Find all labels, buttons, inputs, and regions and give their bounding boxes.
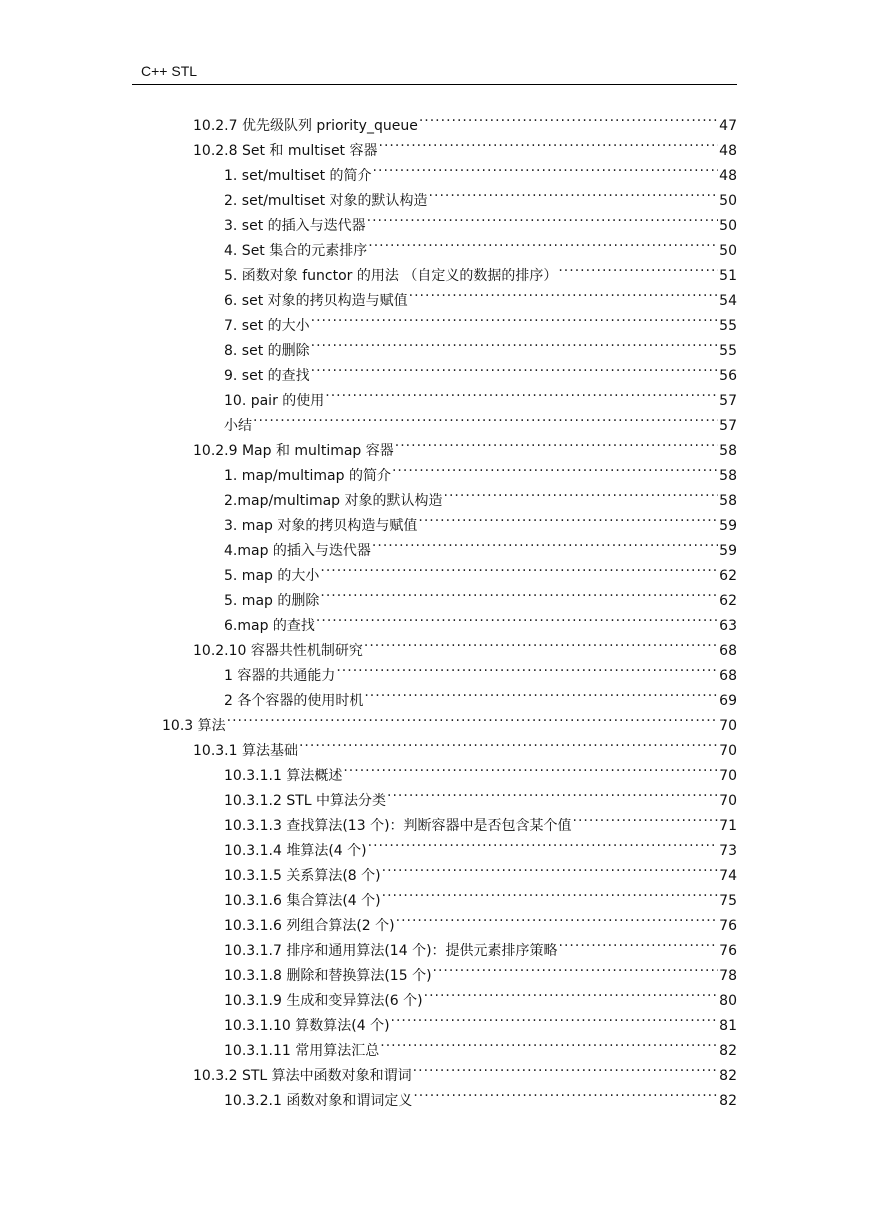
toc-entry-page-number: 62 bbox=[719, 568, 737, 584]
toc-entry-page-number: 70 bbox=[719, 793, 737, 809]
toc-entry-label: 10.2.10 容器共性机制研究 bbox=[193, 643, 363, 659]
toc-entry-label: 1. set/multiset 的简介 bbox=[224, 168, 372, 184]
toc-entry-label: 10.3.1.8 删除和替换算法(15 个) bbox=[224, 968, 432, 984]
toc-dot-leader bbox=[320, 580, 718, 605]
toc-dot-leader bbox=[382, 880, 719, 905]
header-rule bbox=[132, 84, 737, 85]
toc-entry[interactable] bbox=[224, 655, 737, 684]
toc-entry-page-number: 70 bbox=[719, 768, 737, 784]
toc-entry[interactable] bbox=[224, 580, 737, 609]
toc-entry-label: 10.3.1.7 排序和通用算法(14 个)：提供元素排序策略 bbox=[224, 943, 558, 959]
toc-dot-leader bbox=[368, 230, 718, 255]
toc-entry-page-number: 71 bbox=[719, 818, 737, 834]
toc-entry[interactable] bbox=[224, 980, 737, 1009]
toc-entry[interactable] bbox=[193, 730, 737, 759]
toc-dot-leader bbox=[396, 905, 719, 930]
toc-entry-label: 10.2.9 Map 和 multimap 容器 bbox=[193, 443, 394, 459]
toc-entry[interactable] bbox=[224, 805, 737, 834]
toc-entry-label: 10.3.1.6 集合算法(4 个) bbox=[224, 893, 381, 909]
toc-dot-leader bbox=[419, 105, 718, 130]
toc-entry-label: 9. set 的查找 bbox=[224, 368, 310, 384]
toc-entry-label: 10.3.1.1 算法概述 bbox=[224, 768, 343, 784]
toc-entry[interactable] bbox=[224, 330, 737, 359]
toc-dot-leader bbox=[368, 830, 719, 855]
toc-entry-page-number: 70 bbox=[719, 743, 737, 759]
toc-entry[interactable] bbox=[224, 905, 737, 934]
toc-entry-page-number: 57 bbox=[719, 393, 737, 409]
toc-entry[interactable] bbox=[193, 430, 737, 459]
toc-entry-page-number: 59 bbox=[719, 543, 737, 559]
toc-entry[interactable] bbox=[193, 105, 737, 134]
toc-entry-page-number: 76 bbox=[719, 918, 737, 934]
toc-entry-label: 3. set 的插入与迭代器 bbox=[224, 218, 366, 234]
toc-entry-page-number: 47 bbox=[719, 118, 737, 134]
toc-dot-leader bbox=[418, 505, 718, 530]
toc-entry[interactable] bbox=[224, 1030, 737, 1059]
toc-entry[interactable] bbox=[224, 830, 737, 859]
toc-entry-label: 2.map/multimap 对象的默认构造 bbox=[224, 493, 443, 509]
toc-entry-label: 10.3.1 算法基础 bbox=[193, 743, 298, 759]
toc-entry-label: 10.3.1.4 堆算法(4 个) bbox=[224, 843, 367, 859]
toc-entry-label: 4.map 的插入与迭代器 bbox=[224, 543, 371, 559]
toc-entry-label: 7. set 的大小 bbox=[224, 318, 310, 334]
toc-dot-leader bbox=[558, 255, 718, 280]
toc-entry-label: 10.3.1.6 列组合算法(2 个) bbox=[224, 918, 395, 934]
toc-entry[interactable] bbox=[224, 755, 737, 784]
toc-entry-label: 1. map/multimap 的简介 bbox=[224, 468, 391, 484]
toc-entry[interactable] bbox=[224, 205, 737, 234]
toc-entry[interactable] bbox=[224, 855, 737, 884]
toc-entry-page-number: 57 bbox=[719, 418, 737, 434]
toc-entry-label: 1 容器的共通能力 bbox=[224, 668, 336, 684]
toc-entry-page-number: 56 bbox=[719, 368, 737, 384]
toc-entry-page-number: 82 bbox=[719, 1093, 737, 1109]
toc-entry-page-number: 50 bbox=[719, 218, 737, 234]
toc-entry-page-number: 55 bbox=[719, 318, 737, 334]
toc-entry-label: 6.map 的查找 bbox=[224, 618, 315, 634]
toc-dot-leader bbox=[343, 755, 718, 780]
toc-entry[interactable] bbox=[224, 255, 737, 284]
toc-entry-label: 4. Set 集合的元素排序 bbox=[224, 243, 368, 259]
toc-dot-leader bbox=[227, 705, 719, 730]
toc-entry[interactable] bbox=[162, 705, 737, 734]
toc-dot-leader bbox=[392, 455, 718, 480]
toc-entry-page-number: 54 bbox=[719, 293, 737, 309]
toc-entry-page-number: 75 bbox=[719, 893, 737, 909]
toc-entry-label: 8. set 的删除 bbox=[224, 343, 310, 359]
toc-entry-page-number: 59 bbox=[719, 518, 737, 534]
toc-entry-page-number: 51 bbox=[719, 268, 737, 284]
toc-entry-page-number: 50 bbox=[719, 193, 737, 209]
toc-dot-leader bbox=[395, 430, 718, 455]
toc-entry[interactable] bbox=[224, 930, 737, 959]
toc-entry-page-number: 48 bbox=[719, 143, 737, 159]
toc-entry[interactable] bbox=[224, 305, 737, 334]
toc-entry[interactable] bbox=[224, 555, 737, 584]
toc-dot-leader bbox=[311, 355, 719, 380]
toc-dot-leader bbox=[413, 1080, 718, 1105]
toc-entry[interactable] bbox=[193, 1055, 737, 1084]
toc-entry-page-number: 50 bbox=[719, 243, 737, 259]
toc-dot-leader bbox=[379, 130, 719, 155]
toc-dot-leader bbox=[311, 305, 719, 330]
toc-entry[interactable] bbox=[193, 130, 737, 159]
toc-entry-label: 10.3.2.1 函数对象和谓词定义 bbox=[224, 1093, 413, 1109]
toc-entry[interactable] bbox=[224, 230, 737, 259]
toc-entry-label: 2 各个容器的使用时机 bbox=[224, 693, 364, 709]
toc-entry-page-number: 76 bbox=[719, 943, 737, 959]
toc-entry-label: 5. map 的大小 bbox=[224, 568, 320, 584]
toc-dot-leader bbox=[373, 155, 719, 180]
toc-entry-label: 6. set 对象的拷贝构造与赋值 bbox=[224, 293, 408, 309]
toc-dot-leader bbox=[311, 330, 719, 355]
toc-entry-page-number: 80 bbox=[719, 993, 737, 1009]
toc-entry-page-number: 55 bbox=[719, 343, 737, 359]
toc-entry[interactable] bbox=[224, 680, 737, 709]
toc-entry-label: 小结 bbox=[224, 418, 252, 434]
toc-entry-page-number: 58 bbox=[719, 468, 737, 484]
toc-entry-label: 10.3.1.11 常用算法汇总 bbox=[224, 1043, 380, 1059]
toc-dot-leader bbox=[413, 1055, 719, 1080]
toc-dot-leader bbox=[424, 980, 719, 1005]
toc-dot-leader bbox=[573, 805, 719, 830]
toc-entry-label: 10.3.1.2 STL 中算法分类 bbox=[224, 793, 387, 809]
toc-dot-leader bbox=[409, 280, 719, 305]
toc-entry[interactable] bbox=[224, 280, 737, 309]
toc-entry[interactable] bbox=[224, 355, 737, 384]
toc-entry[interactable] bbox=[193, 630, 737, 659]
toc-entry[interactable] bbox=[224, 1005, 737, 1034]
toc-dot-leader bbox=[387, 780, 718, 805]
toc-entry[interactable] bbox=[224, 605, 737, 634]
toc-entry-page-number: 48 bbox=[719, 168, 737, 184]
toc-entry-label: 10.3.1.10 算数算法(4 个) bbox=[224, 1018, 390, 1034]
toc-dot-leader bbox=[364, 680, 718, 705]
toc-entry[interactable] bbox=[224, 780, 737, 809]
toc-dot-leader bbox=[391, 1005, 719, 1030]
toc-entry-page-number: 58 bbox=[719, 443, 737, 459]
toc-entry-label: 5. 函数对象 functor 的用法 （自定义的数据的排序） bbox=[224, 268, 558, 284]
toc-dot-leader bbox=[559, 930, 719, 955]
toc-entry-label: 5. map 的删除 bbox=[224, 593, 320, 609]
toc-entry-page-number: 68 bbox=[719, 643, 737, 659]
toc-entry-page-number: 74 bbox=[719, 868, 737, 884]
toc-dot-leader bbox=[372, 530, 718, 555]
toc-entry-label: 2. set/multiset 对象的默认构造 bbox=[224, 193, 428, 209]
toc-entry[interactable] bbox=[224, 155, 737, 184]
toc-entry-page-number: 73 bbox=[719, 843, 737, 859]
toc-entry[interactable] bbox=[224, 380, 737, 409]
toc-entry[interactable] bbox=[224, 530, 737, 559]
toc-entry[interactable] bbox=[224, 180, 737, 209]
toc-dot-leader bbox=[320, 555, 718, 580]
toc-entry-page-number: 82 bbox=[719, 1043, 737, 1059]
toc-entry-page-number: 81 bbox=[719, 1018, 737, 1034]
toc-entry-page-number: 63 bbox=[719, 618, 737, 634]
toc-entry-label: 10.3.1.5 关系算法(8 个) bbox=[224, 868, 381, 884]
toc-entry-label: 3. map 对象的拷贝构造与赋值 bbox=[224, 518, 418, 534]
toc-entry-label: 10. pair 的使用 bbox=[224, 393, 325, 409]
toc-dot-leader bbox=[429, 180, 719, 205]
toc-entry[interactable] bbox=[224, 1080, 737, 1109]
toc-entry[interactable] bbox=[224, 455, 737, 484]
toc-entry-label: 10.2.7 优先级队列 priority_queue bbox=[193, 118, 418, 134]
toc-entry[interactable] bbox=[224, 405, 737, 434]
toc-entry-page-number: 69 bbox=[719, 693, 737, 709]
toc-entry[interactable] bbox=[224, 480, 737, 509]
toc-entry-label: 10.3.2 STL 算法中函数对象和谓词 bbox=[193, 1068, 412, 1084]
toc-dot-leader bbox=[367, 205, 719, 230]
toc-dot-leader bbox=[299, 730, 718, 755]
toc-dot-leader bbox=[433, 955, 719, 980]
toc-entry-label: 10.3.1.3 查找算法(13 个)：判断容器中是否包含某个值 bbox=[224, 818, 572, 834]
toc-entry-label: 10.3.1.9 生成和变异算法(6 个) bbox=[224, 993, 423, 1009]
toc-entry-page-number: 78 bbox=[719, 968, 737, 984]
toc-dot-leader bbox=[336, 655, 718, 680]
toc-entry-page-number: 62 bbox=[719, 593, 737, 609]
toc-dot-leader bbox=[382, 855, 719, 880]
toc-entry-label: 10.3 算法 bbox=[162, 718, 226, 734]
toc-entry[interactable] bbox=[224, 955, 737, 984]
running-header: C++ STL bbox=[141, 63, 198, 79]
toc-entry-page-number: 58 bbox=[719, 493, 737, 509]
toc-entry-label: 10.2.8 Set 和 multiset 容器 bbox=[193, 143, 378, 159]
toc-dot-leader bbox=[380, 1030, 718, 1055]
toc-entry-page-number: 68 bbox=[719, 668, 737, 684]
toc-entry-page-number: 82 bbox=[719, 1068, 737, 1084]
toc-dot-leader bbox=[444, 480, 719, 505]
toc-dot-leader bbox=[364, 630, 718, 655]
toc-entry-page-number: 70 bbox=[719, 718, 737, 734]
toc-entry[interactable] bbox=[224, 505, 737, 534]
toc-dot-leader bbox=[325, 380, 718, 405]
toc-dot-leader bbox=[316, 605, 718, 630]
toc-dot-leader bbox=[253, 405, 718, 430]
toc-entry[interactable] bbox=[224, 880, 737, 909]
